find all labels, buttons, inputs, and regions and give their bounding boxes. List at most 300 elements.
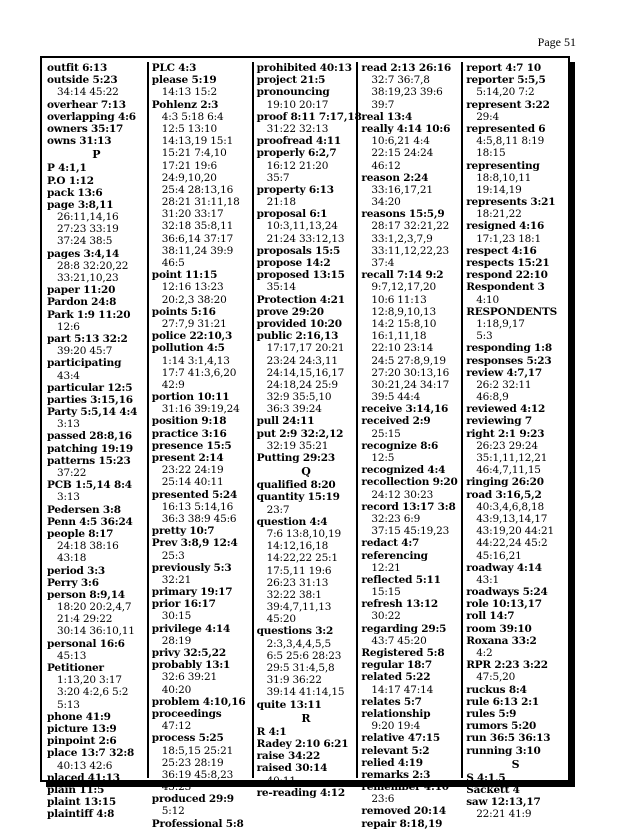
index-entry: Registered 5:8 [361, 647, 445, 659]
index-entry: rumors 5:20 [466, 720, 537, 733]
index-entry: provided 10:20 [256, 317, 342, 330]
index-entry: owns 31:13 [47, 135, 112, 148]
index-entry: respects 15:21 [466, 257, 550, 269]
index-entry-references: 32:21 [161, 573, 192, 586]
index-entry-references: 31:9 36:22 [266, 674, 322, 687]
index-entry: redact 4:7 [361, 537, 420, 550]
page-frame-shadow-right [570, 62, 575, 786]
index-entry: P.O 1:12 [47, 174, 94, 187]
index-letter-heading: P [92, 148, 101, 162]
index-entry: remember 4:10 [361, 781, 449, 794]
index-entry-references: 43:19,20 44:21 [476, 525, 554, 538]
index-entry: privy 32:5,22 [151, 647, 226, 659]
index-entry-references: 5:13 [57, 698, 80, 711]
index-entry: responses 5:23 [466, 354, 552, 367]
index-entry-references: 28:17 32:21,22 [371, 220, 450, 233]
index-entry: re-reading 4:12 [256, 786, 345, 799]
index-entry: Respondent 3 [466, 281, 545, 294]
index-entry: points 5:16 [151, 305, 216, 318]
index-entry-references: 28:8 32:20,22 [57, 259, 129, 272]
index-entry-references: 4:3 5:18 6:4 [161, 110, 224, 123]
index-entry-references: 3:20 4:2,6 5:2 [57, 686, 129, 699]
index-entry: quite 13:11 [256, 698, 322, 711]
index-entry-references: 38:19,23 39:6 [371, 86, 443, 99]
index-column-4 [358, 62, 463, 830]
index-entry-references: 23:7 [266, 503, 290, 516]
index-entry: Roxana 33:2 [466, 634, 537, 647]
index-entry: right 2:1 9:23 [466, 427, 545, 440]
index-entry: roadway 4:14 [466, 561, 542, 574]
index-entry: Radey 2:10 6:21 [256, 737, 349, 750]
index-entry: owners 35:17 [47, 122, 124, 135]
index-entry: recognize 8:6 [361, 439, 439, 452]
index-entry-references: 22:21 41:9 [476, 808, 532, 821]
index-entry-references: 5:14,20 7:2 [476, 86, 535, 99]
index-entry-references: 27:20 30:13,16 [371, 366, 450, 379]
index-entry: Pedersen 3:8 [47, 503, 121, 516]
index-entry: picture 13:9 [47, 722, 117, 735]
index-entry-references: 2:3,3,4,4,5,5 [266, 637, 331, 650]
index-entry-references: 39:14 41:14,15 [266, 686, 345, 699]
page-number: Page 51 [537, 35, 576, 49]
index-entry-references: 17:21 19:6 [161, 159, 217, 172]
index-entry: proof 8:11 7:17,18 [256, 110, 362, 123]
index-entry: proposed 13:15 [256, 269, 345, 282]
index-entry-references: 44:22,24 45:2 [476, 537, 548, 550]
index-entry: position 9:18 [151, 415, 227, 428]
index-entry-references: 30:21,24 34:17 [371, 378, 450, 391]
index-entry: related 5:22 [361, 671, 431, 684]
index-entry-references: 21:24 33:12,13 [266, 232, 345, 245]
index-entry-references: 18:21,22 [476, 208, 522, 221]
index-entry: road 3:16,5,2 [466, 488, 542, 501]
index-entry: plain 11:5 [47, 783, 105, 796]
index-entry-references: 1:13,20 3:17 [57, 674, 122, 687]
index-entry-references: 47:12 [161, 720, 192, 733]
index-entry-references: 12:5 [371, 452, 395, 464]
index-entry-references: 27:7,9 31:21 [161, 317, 227, 330]
index-entry-references: 17:17,17 20:21 [266, 342, 345, 355]
index-entry-references: 14:13 15:2 [161, 86, 217, 99]
index-entry: pollution 4:5 [151, 342, 225, 355]
index-entry-references: 23:22 24:19 [161, 464, 224, 477]
index-entry: presented 5:24 [151, 488, 238, 501]
index-entry-references: 24:5 27:8,9,19 [371, 354, 446, 367]
index-entry: questions 3:2 [256, 625, 334, 638]
index-entry-references: 9:20 19:4 [371, 720, 421, 733]
index-entry-references: 16:13 5:14,16 [161, 500, 234, 513]
index-entry-references: 7:6 13:8,10,19 [266, 527, 342, 540]
index-entry-references: 37:15 45:19,23 [371, 525, 450, 538]
index-entry: problem 4:10,16 [151, 695, 246, 708]
index-entry: overlapping 4:6 [47, 110, 136, 123]
index-entry-references: 30:15 [161, 610, 192, 623]
index-entry: participating [47, 357, 122, 370]
index-entry: running 3:10 [466, 744, 541, 757]
index-entry: refresh 13:12 [361, 598, 439, 611]
index-entry-references: 3:13 [57, 491, 80, 504]
index-entry: patterns 15:23 [47, 454, 131, 467]
index-entry-references: 36:3 39:24 [266, 403, 322, 416]
index-entry-references: 18:20 20:2,4,7 [57, 601, 132, 614]
index-entry: remarks 2:3 [361, 768, 431, 781]
index-entry: Pardon 24:8 [47, 296, 117, 309]
index-entry: raised 30:14 [256, 762, 328, 775]
index-entry-references: 36:6,14 37:17 [161, 232, 234, 245]
index-entry: passed 28:8,16 [47, 430, 132, 443]
index-entry: recollection 9:20 [361, 476, 458, 489]
index-entry-references: 45:20 [266, 613, 296, 626]
index-entry-references: 12:8,9,10,13 [371, 305, 436, 318]
index-entry-references: 20:2,3 38:20 [161, 293, 227, 306]
index-letter-heading: S [511, 757, 520, 771]
index-entry-references: 12:16 13:23 [161, 281, 224, 294]
index-entry: outfit 6:13 [47, 62, 108, 74]
index-entry: Petitioner [47, 662, 104, 674]
index-entry: PLC 4:3 [151, 62, 197, 74]
index-entry: plaint 13:15 [47, 796, 116, 809]
index-entry: prohibited 40:13 [256, 62, 352, 74]
index-entry-references: 32:7 36:7,8 [371, 74, 430, 87]
index-entry-references: 39:7 [371, 98, 395, 111]
index-entry: Protection 4:21 [256, 293, 345, 306]
index-entry: review 4:7,17 [466, 366, 543, 379]
index-entry: people 8:17 [47, 527, 114, 540]
index-entry: period 3:3 [47, 564, 106, 577]
index-entry-references: 21:4 29:22 [57, 613, 113, 626]
index-entry: rules 5:9 [466, 707, 517, 720]
index-entry-references: 15:15 [371, 586, 401, 599]
index-entry-references: 10:6,21 4:4 [371, 135, 430, 148]
index-entry: relied 4:19 [361, 756, 423, 769]
index-entry-references: 34:20 [371, 196, 401, 209]
index-entry: Putting 29:23 [256, 452, 335, 464]
index-entry: PCB 1:5,14 8:4 [47, 479, 132, 492]
index-entry: repair 8:18,19 [361, 817, 443, 830]
index-entry-references: 32:19 35:21 [266, 439, 329, 452]
index-entry-references: 43:4 [57, 369, 80, 382]
index-column-1 [44, 62, 149, 821]
index-entry: pinpoint 2:6 [47, 735, 117, 748]
index-letter-heading: Q [301, 465, 311, 479]
index-entry: Professional 5:8 [151, 817, 244, 830]
index-entry: proposals 15:5 [256, 244, 341, 257]
index-entry-references: 45:16,21 [476, 549, 522, 562]
index-entry-references: 25:23 28:19 [161, 756, 224, 769]
index-entry: Park 1:9 11:20 [47, 308, 131, 321]
index-entry-references: 43:7 45:20 [371, 634, 427, 647]
index-entry: representing [466, 159, 540, 172]
index-entry-references: 26:23 31:13 [266, 576, 329, 589]
index-entry: real 13:4 [361, 110, 413, 123]
index-entry-references: 40:13 42:6 [57, 759, 113, 772]
index-entry: resigned 4:16 [466, 220, 545, 233]
index-entry: report 4:7 10 [466, 62, 541, 74]
index-entry-references: 46:5 [161, 257, 185, 269]
index-entry: Sackett 4 [466, 783, 520, 796]
index-entry-references: 17:1,23 18:1 [476, 232, 541, 245]
index-entry-references: 17:5,11 19:6 [266, 564, 332, 577]
index-entry: run 36:5 36:13 [466, 732, 551, 745]
index-column-2 [149, 62, 254, 830]
index-entry-references: 24:14,15,16,17 [266, 366, 345, 379]
index-entry-references: 31:22 32:13 [266, 122, 329, 135]
index-entry: represents 3:21 [466, 196, 556, 209]
index-entry-references: 25:15 [371, 427, 401, 440]
index-entry-references: 43:18 [57, 552, 87, 565]
index-entry-references: 29:5 31:4,5,8 [266, 662, 335, 674]
index-entry-references: 29:4 [476, 110, 499, 123]
index-entry-references: 37:4 [371, 257, 395, 269]
index-entry-references: 25:14 40:11 [161, 476, 224, 489]
index-entry: RPR 2:23 3:22 [466, 659, 548, 672]
index-entry: reason 2:24 [361, 171, 429, 184]
index-entry-references: 39:20 45:7 [57, 345, 113, 358]
index-entry: roll 14:7 [466, 610, 515, 623]
index-entry: relevant 5:2 [361, 744, 430, 757]
index-entry: Penn 4:5 36:24 [47, 515, 133, 528]
index-entry-references: 14:22,22 25:1 [266, 552, 338, 565]
index-entry: property 6:13 [256, 183, 334, 196]
index-entry-references: 32:18 35:8,11 [161, 220, 234, 233]
index-entry: probably 13:1 [151, 659, 231, 672]
index-entry-references: 12:6 [57, 320, 80, 333]
index-entry-references: 3:13 [57, 418, 80, 431]
index-entry: ruckus 8:4 [466, 683, 527, 696]
index-entry: person 8:9,14 [47, 588, 125, 601]
index-entry-references: 9:7,12,17,20 [371, 281, 436, 294]
index-entry: recall 7:14 9:2 [361, 269, 444, 282]
index-entry-references: 32:23 6:9 [371, 512, 421, 525]
index-entry-references: 33:11,12,22,23 [371, 244, 449, 257]
index-entry-references: 32:22 38:1 [266, 588, 322, 601]
index-entry: previously 5:3 [151, 561, 232, 574]
index-entry-references: 1:14 3:1,4,13 [161, 354, 230, 367]
index-entry: placed 41:13 [47, 771, 120, 784]
index-entry-references: 39:5 44:4 [371, 391, 421, 404]
index-entry: particular 12:5 [47, 381, 133, 394]
index-column-3 [254, 62, 362, 799]
index-entry: removed 20:14 [361, 805, 446, 818]
index-entry-references: 30:22 [371, 610, 401, 623]
index-entry: read 2:13 26:16 [361, 62, 451, 74]
index-entry: raise 34:22 [256, 750, 321, 763]
index-entry: represented 6 [466, 122, 546, 135]
index-entry: qualified 8:20 [256, 479, 336, 492]
index-entry-references: 43:9,13,14,17 [476, 512, 548, 525]
index-entry: page 3:8,11 [47, 198, 114, 211]
index-entry-references: 32:6 39:21 [161, 671, 217, 684]
index-entry: proofread 4:11 [256, 135, 341, 148]
index-entry-references: 1:18,9,17 [476, 317, 525, 330]
index-entry: respond 22:10 [466, 269, 548, 282]
index-entry-references: 45:13 [57, 649, 87, 662]
index-entry-references: 26:23 29:24 [476, 439, 538, 452]
index-entry: S 4:1,5 [466, 771, 506, 784]
index-entry: public 2:16,13 [256, 330, 339, 343]
index-entry: prove 29:20 [256, 305, 324, 318]
index-entry-references: 38:11,24 39:9 [161, 244, 234, 257]
index-entry-references: 6:5 25:6 28:23 [266, 649, 342, 662]
index-entry: patching 19:19 [47, 442, 133, 455]
index-entry: pages 3:4,14 [47, 247, 120, 260]
index-entry: Party 5:5,14 4:4 [47, 406, 138, 419]
index-entry-references: 28:21 31:11,18 [161, 196, 240, 209]
index-entry: Pohlenz 2:3 [151, 98, 219, 111]
index-entry: relative 47:15 [361, 732, 440, 745]
index-entry: role 10:13,17 [466, 598, 542, 611]
index-entry-references: 32:9 35:5,10 [266, 391, 332, 404]
index-entry: rule 6:13 2:1 [466, 695, 540, 708]
index-entry-references: 25:4 28:13,16 [161, 183, 234, 196]
index-entry-references: 18:8,10,11 [476, 171, 532, 184]
index-entry: please 5:19 [151, 74, 217, 87]
index-letter-heading: R [301, 711, 311, 725]
index-entry-references: 37:24 38:5 [57, 235, 113, 248]
index-entry: recognized 4:4 [361, 464, 446, 477]
index-entry: receive 3:14,16 [361, 403, 449, 416]
index-entry-references: 46:8,9 [476, 391, 509, 404]
index-entry-references: 14:17 47:14 [371, 683, 434, 696]
index-entry: reasons 15:5,9 [361, 208, 445, 221]
index-entry-references: 23:24 24:3,11 [266, 354, 338, 367]
index-entry-references: 24:18 38:16 [57, 540, 119, 553]
index-entry-references: 26:2 32:11 [476, 378, 532, 391]
index-entry-references: 19:14,19 [476, 183, 522, 196]
index-entry: police 22:10,3 [151, 330, 233, 343]
index-entry-references: 12:21 [371, 561, 401, 574]
index-entry: reviewed 4:12 [466, 403, 546, 416]
index-entry: relationship [361, 707, 431, 720]
index-entry-references: 17:7 41:3,6,20 [161, 366, 237, 379]
index-entry: pack 13:6 [47, 186, 103, 199]
index-entry-references: 35:7 [266, 171, 290, 184]
index-entry: R 4:1 [256, 725, 287, 738]
index-entry-references: 19:10 20:17 [266, 98, 329, 111]
index-entry-references: 10:3,11,13,24 [266, 220, 338, 233]
index-entry: roadways 5:24 [466, 586, 548, 599]
index-entry-references: 35:1,11,12,21 [476, 452, 548, 464]
index-entry: put 2:9 32:2,12 [256, 427, 344, 440]
index-entry-references: 22:10 23:14 [371, 342, 434, 355]
index-entry-references: 25:3 [161, 549, 185, 562]
index-entry-references: 46:4,7,11,15 [476, 464, 541, 477]
index-entry: reviewing 7 [466, 415, 532, 428]
index-entry: portion 10:11 [151, 391, 230, 404]
index-entry: question 4:4 [256, 515, 328, 528]
index-entry: present 2:14 [151, 452, 224, 464]
index-entry-references: 26:11,14,16 [57, 211, 119, 224]
index-entry: Prev 3:8,9 12:4 [151, 537, 238, 550]
index-entry-references: 40:11 [266, 774, 296, 787]
index-entry-references: 36:19 45:8,23 [161, 768, 234, 781]
index-entry: presence 15:5 [151, 439, 232, 452]
index-entry-references: 39:4,7,11,13 [266, 601, 332, 614]
index-entry: reflected 5:11 [361, 573, 441, 586]
index-entry-references: 30:14 36:10,11 [57, 625, 135, 638]
index-entry-references: 4:5,8,11 8:19 [476, 135, 545, 148]
index-entry: produced 29:9 [151, 793, 234, 806]
index-entry: respect 4:16 [466, 244, 537, 257]
index-entry: RESPONDENTS [466, 305, 558, 318]
index-entry-references: 31:20 33:17 [161, 208, 224, 221]
index-entry-references: 18:5,15 25:21 [161, 744, 234, 757]
index-entry: paper 11:20 [47, 284, 116, 297]
index-columns [44, 62, 566, 830]
index-entry: proposal 6:1 [256, 208, 328, 221]
index-entry: reporter 5:5,5 [466, 74, 546, 87]
index-entry-references: 24:18,24 25:9 [266, 378, 338, 391]
index-entry-references: 22:15 24:24 [371, 147, 434, 160]
index-entry-references: 14:13,19 15:1 [161, 135, 234, 148]
index-entry: primary 19:17 [151, 586, 233, 599]
index-entry: regarding 29:5 [361, 622, 447, 635]
index-entry-references: 14:2 15:8,10 [371, 317, 437, 330]
index-entry-references: 46:12 [371, 159, 401, 172]
index-entry-references: 5:3 [476, 330, 493, 343]
index-entry: parties 3:15,16 [47, 393, 133, 406]
index-entry-references: 5:12 [161, 805, 185, 818]
index-entry-references: 15:21 7:4,10 [161, 147, 227, 160]
index-entry: privilege 4:14 [151, 622, 231, 635]
index-entry-references: 33:16,17,21 [371, 183, 433, 196]
index-entry: relates 5:7 [361, 695, 422, 708]
index-entry: place 13:7 32:8 [47, 747, 135, 760]
index-entry: pull 24:11 [256, 415, 315, 428]
index-entry: received 2:9 [361, 415, 431, 428]
index-entry-references: 23:6 [371, 793, 395, 806]
index-entry-references: 35:14 [266, 281, 296, 294]
index-page-frame [40, 56, 570, 830]
index-entry-references: 45:23 [161, 781, 192, 794]
index-entry-references: 33:1,2,3,7,9 [371, 232, 433, 245]
index-entry-references: 28:19 [161, 634, 192, 647]
index-entry: room 39:10 [466, 622, 532, 635]
index-entry: pretty 10:7 [151, 525, 215, 538]
index-entry: part 5:13 32:2 [47, 332, 128, 345]
index-entry: plaintiff 4:8 [47, 808, 115, 821]
index-entry-references: 40:3,4,6,8,18 [476, 500, 544, 513]
index-entry: really 4:14 10:6 [361, 122, 451, 135]
index-entry-references: 42:9 [161, 378, 185, 391]
index-entry: propose 14:2 [256, 257, 331, 269]
index-entry: regular 18:7 [361, 659, 432, 672]
index-entry-references: 37:22 [57, 467, 87, 479]
index-entry: project 21:5 [256, 74, 326, 87]
index-entry: quantity 15:19 [256, 491, 340, 504]
index-entry: personal 16:6 [47, 637, 125, 650]
index-entry: proceedings [151, 707, 222, 720]
index-entry: pronouncing [256, 86, 330, 99]
index-entry: represent 3:22 [466, 98, 550, 111]
index-entry-references: 40:20 [161, 683, 192, 696]
index-entry-references: 21:18 [266, 196, 296, 209]
index-entry-references: 24:9,10,20 [161, 171, 217, 184]
index-entry: prior 16:17 [151, 598, 216, 611]
index-entry: Perry 3:6 [47, 576, 99, 589]
index-entry-references: 24:12 30:23 [371, 488, 434, 501]
index-entry: properly 6:2,7 [256, 147, 337, 160]
index-entry: overhear 7:13 [47, 98, 126, 111]
index-entry-references: 33:21,10,23 [57, 272, 119, 284]
index-entry-references: 47:5,20 [476, 671, 516, 684]
index-entry: ringing 26:20 [466, 476, 544, 489]
index-entry-references: 36:3 38:9 45:6 [161, 512, 237, 525]
index-entry: responding 1:8 [466, 342, 552, 355]
index-entry-references: 16:1,11,18 [371, 330, 427, 343]
index-entry-references: 4:10 [476, 293, 499, 306]
index-entry-references: 27:23 33:19 [57, 223, 119, 236]
